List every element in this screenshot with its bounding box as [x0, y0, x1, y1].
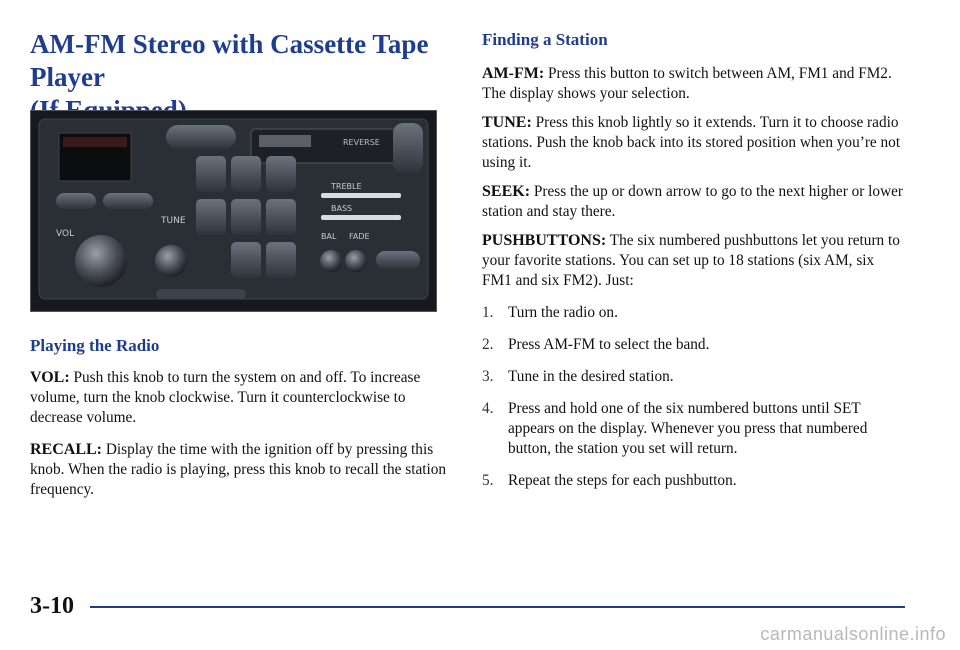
pushbuttons-paragraph: [482, 231, 907, 291]
reverse-label: REVERSE: [343, 138, 380, 147]
tune-knob: [155, 245, 187, 277]
step-number: 4.: [482, 400, 494, 417]
list-item: [482, 367, 907, 387]
vol-text: Push this knob to turn the system on and off. To increase volume, turn the knob clockwise. Turn it counterclockwise to decrease volume.: [30, 369, 421, 426]
finding-subheading: Finding a Station: [482, 30, 608, 49]
list-item: [482, 399, 907, 459]
steps-list: [482, 303, 907, 491]
section-title-line1: AM-FM Stereo with Cassette Tape Player: [30, 29, 429, 92]
step-number: 5.: [482, 472, 494, 489]
step-text: Press and hold one of the six numbered buttons until SET appears on the display. Whenever you press that numbered button, the station you set will return.: [508, 400, 868, 457]
recall-text: Display the time with the ignition off by pressing this knob. When the radio is playing, press this knob to recall the station frequency.: [30, 441, 447, 498]
tune-text: Press this knob lightly so it extends. Turn it to choose radio stations. Push the knob back into its stored position when you’re not using it.: [482, 114, 901, 171]
recall-term: RECALL:: [30, 441, 103, 458]
vol-label: VOL: [56, 229, 75, 239]
step-number: 1.: [482, 304, 494, 321]
seek-term: SEEK:: [482, 183, 531, 200]
vol-knob: [75, 235, 127, 287]
playing-subheading: Playing the Radio: [30, 336, 160, 355]
page-number: 3-10: [30, 593, 74, 619]
watermark: carmanualsonline.info: [760, 624, 946, 644]
vol-paragraph: [30, 368, 450, 428]
step-text: Turn the radio on.: [508, 304, 618, 321]
step-number: 2.: [482, 336, 494, 353]
amfm-text: Press this button to switch between AM, FM1 and FM2. The display shows your selection.: [482, 65, 892, 102]
seek-text: Press the up or down arrow to go to the next higher or lower station and stay there.: [482, 183, 904, 220]
top-pill-button: [166, 125, 236, 149]
tune-term: TUNE:: [482, 114, 532, 131]
list-item: [482, 471, 907, 491]
treble-label: TREBLE: [331, 182, 362, 191]
step-number: 3.: [482, 368, 494, 385]
step-text: Tune in the desired station.: [508, 368, 674, 385]
playing-section: [30, 336, 450, 509]
bal-label: BAL: [321, 232, 337, 241]
vol-term: VOL:: [30, 369, 70, 386]
amfm-paragraph: [482, 64, 907, 104]
right-column: [482, 30, 907, 503]
recall-paragraph: [30, 440, 450, 500]
radio-illustration: [31, 111, 436, 311]
pushbuttons-term: PUSHBUTTONS:: [482, 232, 607, 249]
footer-rule: [90, 606, 905, 608]
tune-paragraph: [482, 113, 907, 173]
radio-photo: [30, 110, 437, 312]
seek-paragraph: [482, 182, 907, 222]
step-text: Repeat the steps for each pushbutton.: [508, 472, 737, 489]
fade-label: FADE: [349, 232, 370, 241]
step-text: Press AM-FM to select the band.: [508, 336, 710, 353]
list-item: [482, 335, 907, 355]
tune-label: TUNE: [161, 216, 186, 226]
pushbuttons-text: The six numbered pushbuttons let you return to your favorite stations. You can set up to 18 stations (six AM, six FM1 and six FM2). Just:: [482, 232, 900, 289]
bass-label: BASS: [331, 204, 353, 213]
seek-rocker: [376, 251, 420, 269]
list-item: [482, 303, 907, 323]
amfm-term: AM-FM:: [482, 65, 545, 82]
